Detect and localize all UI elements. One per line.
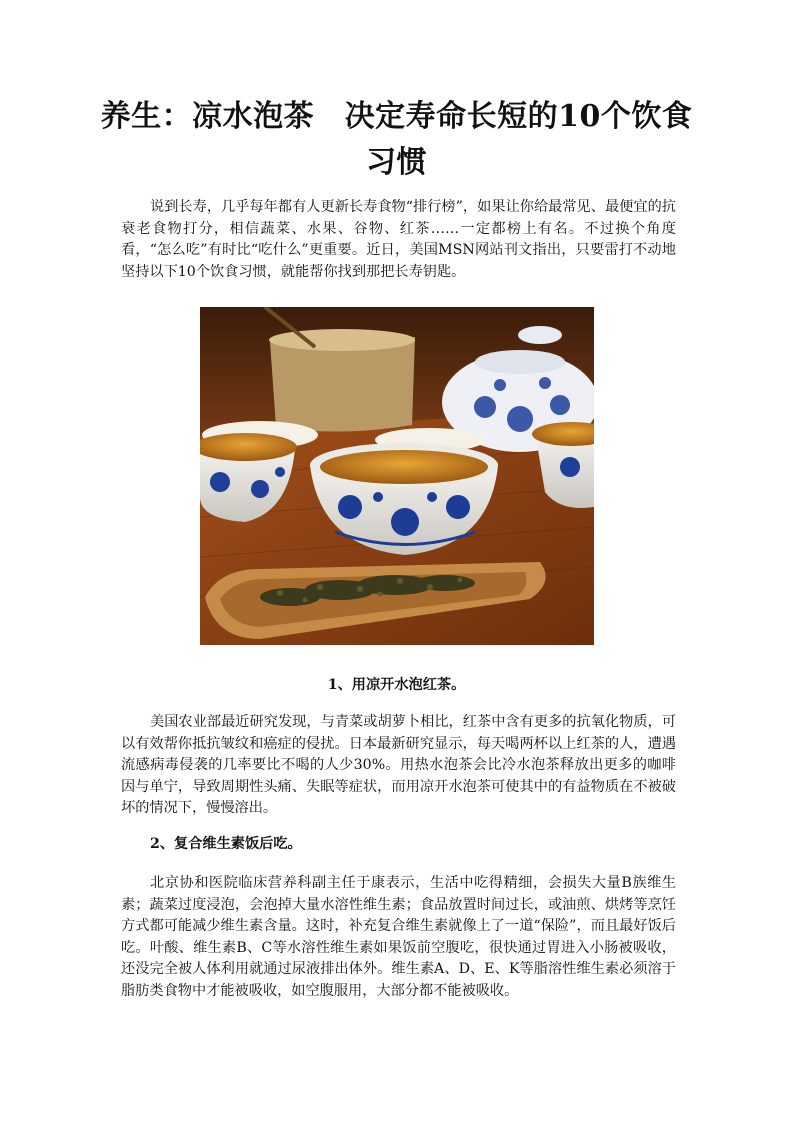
section-body-2: 北京协和医院临床营养科副主任于康表示，生活中吃得精细，会损失大量B族维生素；蔬菜过度浸泡，会泡掉大量水溶性维生素；食品放置时间过长，或油煎、烘烤等烹饪方式都可能减少维生素含量。这时，补充复合维生素就像上了一道“保险”，而且最好饭后吃。叶酸、维生素B、C等水溶性维生素如果饭前空腹吃，很快通过胃进入小肠被吸收，还没完全被人体利用就通过尿液排出体外。维生素A、D、E、K等脂溶性维生素必须溶于脂肪类食物中才能被吸收，如空腹服用，大部分都不能被吸收。	[121, 875, 676, 999]
article-title: 养生：凉水泡茶 决定寿命长短的10个饮食习惯	[100, 99, 693, 180]
section-heading-1: 1、用凉开水泡红茶。	[327, 677, 466, 693]
section-heading-2: 2、复合维生素饭后吃。	[150, 836, 302, 852]
intro-paragraph: 说到长寿，几乎每年都有人更新长寿食物“排行榜”，如果让你给最常见、最便宜的抗衰老食物打分，相信蔬菜、水果、谷物、红茶……一定都榜上有名。不过换个角度看，“怎么吃”有时比“吃什么”更重要。近日，美国MSN网站刊文指出，只要雷打不动地坚持以下10个饮食习惯，就能帮你找到那把长寿钥匙。	[121, 199, 676, 280]
tea-set-photo	[200, 307, 594, 645]
section-body-1: 美国农业部最近研究发现，与青菜或胡萝卜相比，红茶中含有更多的抗氧化物质，可以有效帮你抵抗皱纹和癌症的侵扰。日本最新研究显示，每天喝两杯以上红茶的人，遭遇流感病毒侵袭的几率要比不喝的人少30%。用热水泡茶会比冷水泡茶释放出更多的咖啡因与单宁，导致周期性头痛、失眠等症状，而用凉开水泡茶可使其中的有益物质在不被破坏的情况下，慢慢溶出。	[121, 714, 676, 816]
